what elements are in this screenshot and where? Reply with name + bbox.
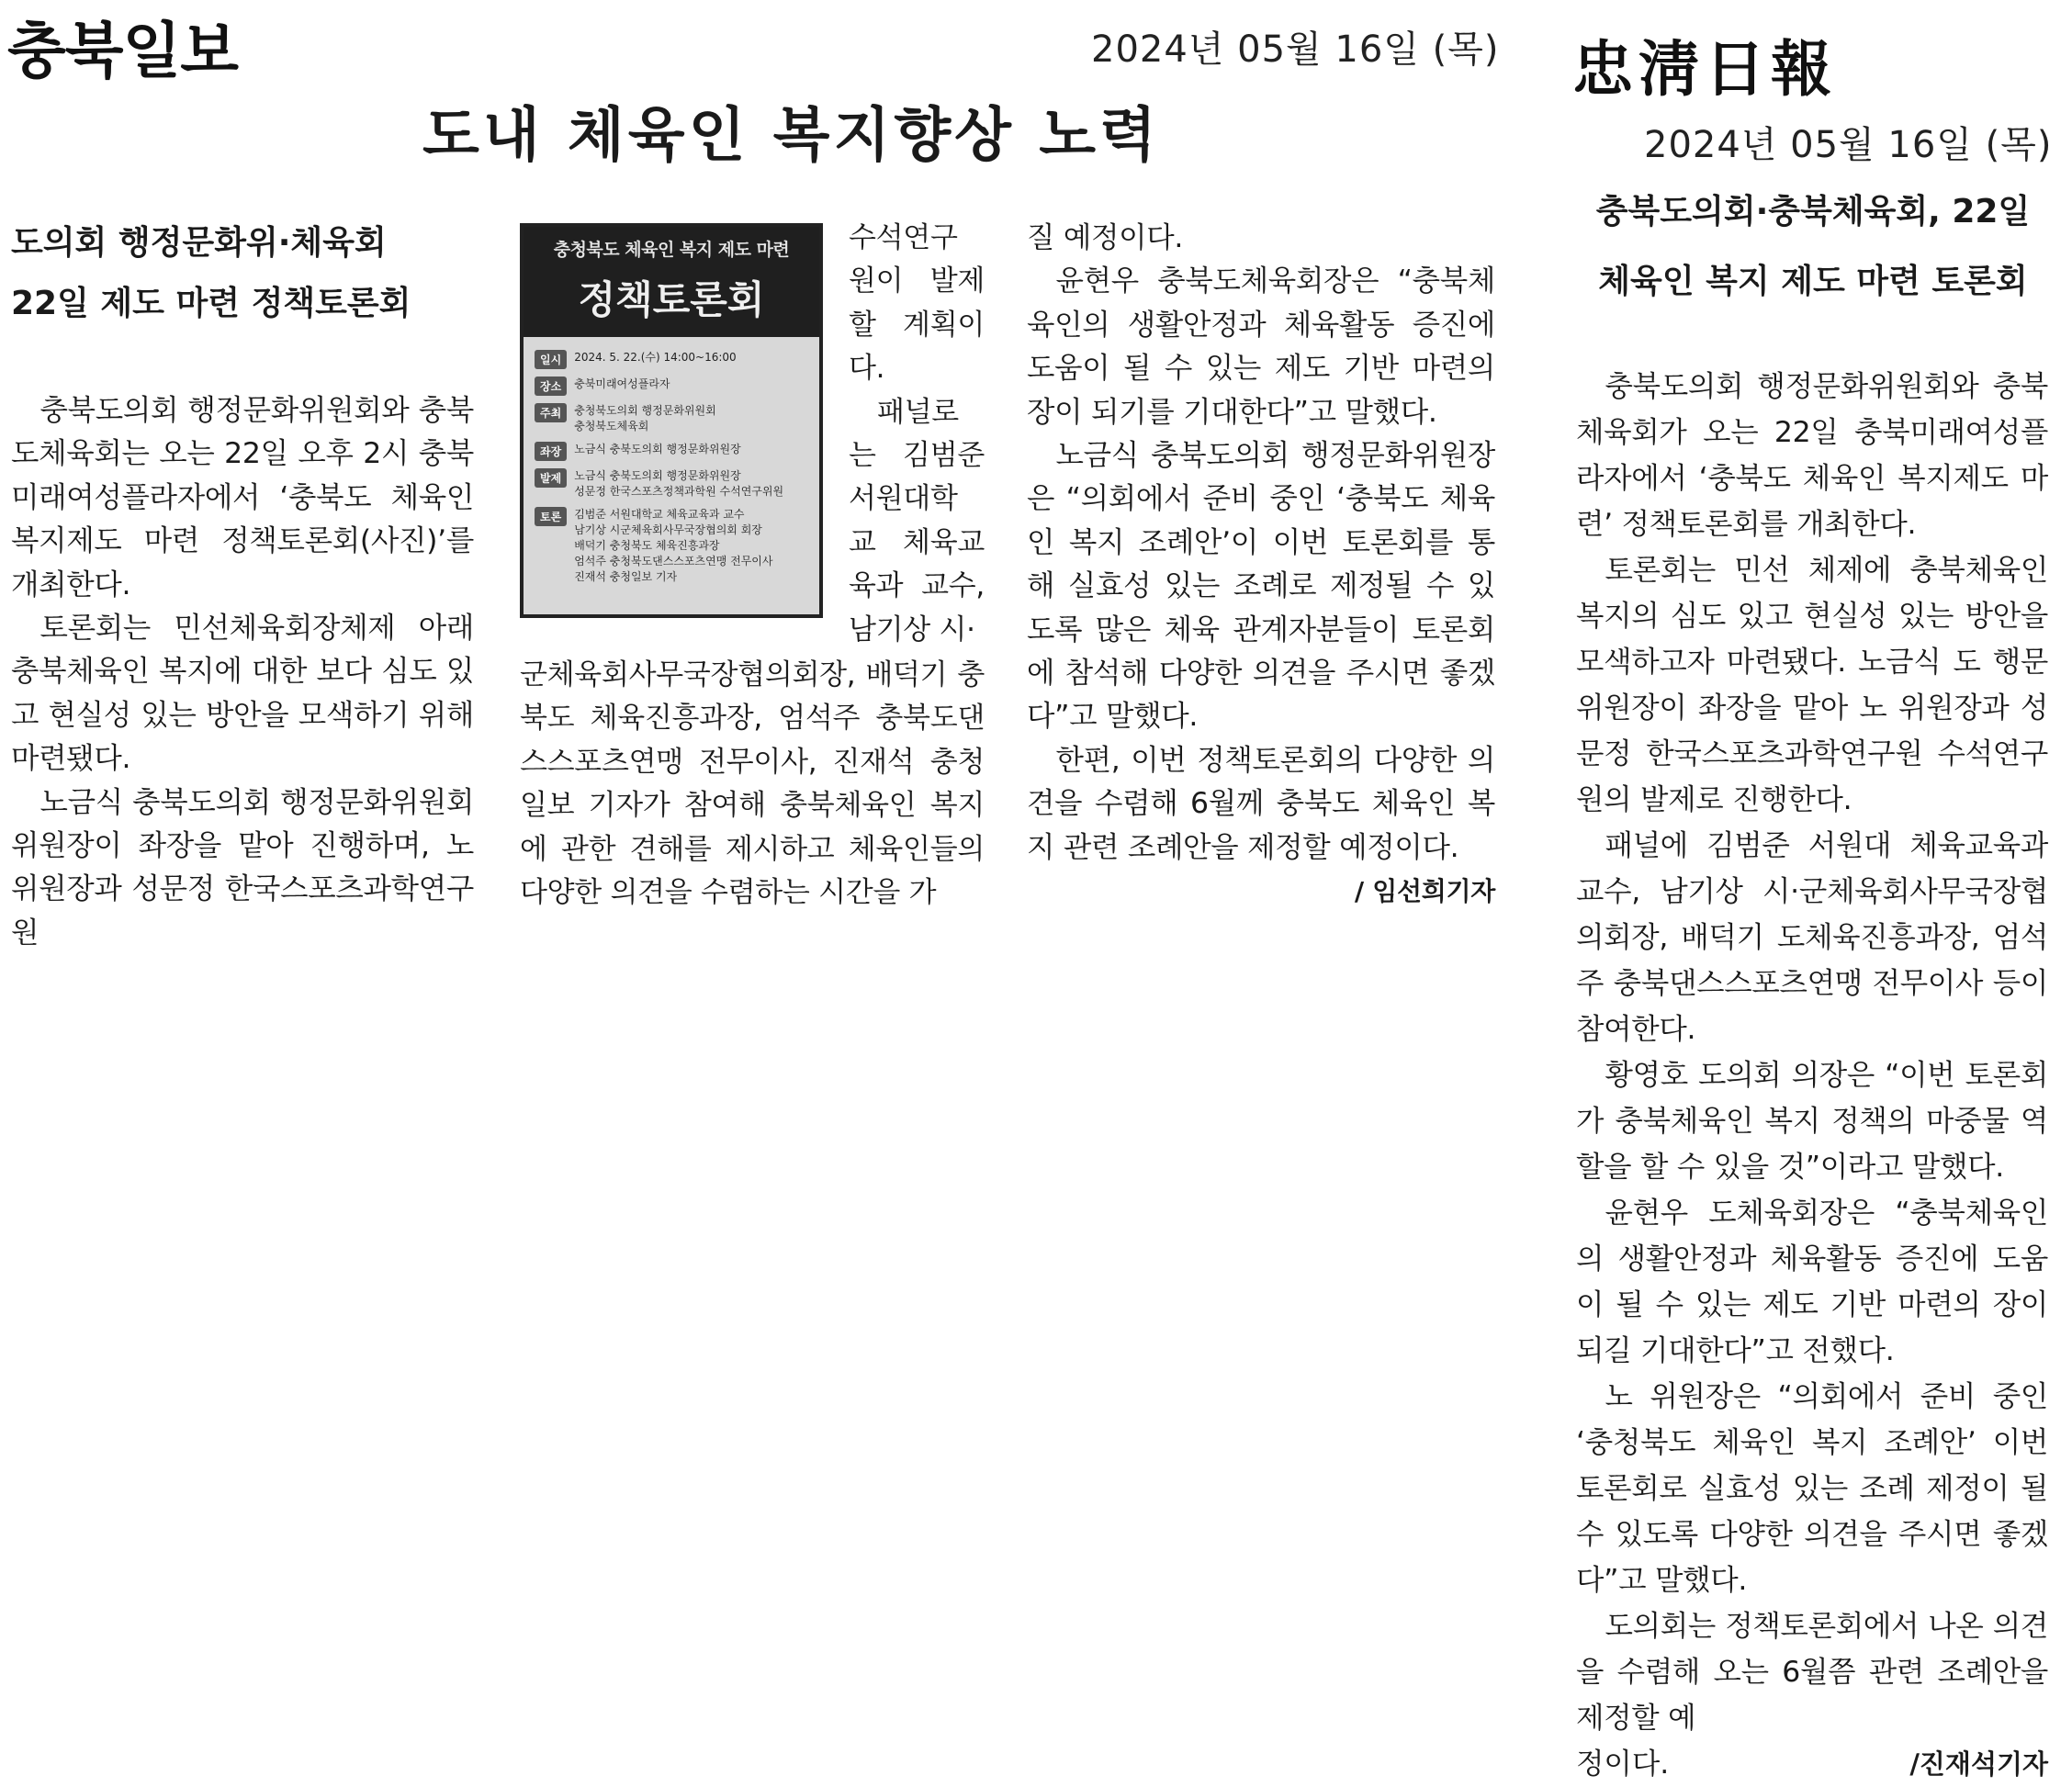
poster-row-line: 충청북도의회 행정문화위원회: [574, 404, 716, 417]
article-paragraph: 수석연구원이 발제할 계획이다.: [849, 221, 985, 386]
newspaper-masthead: 충북일보: [7, 16, 239, 86]
poster-row: [535, 350, 810, 369]
poster-row: [535, 377, 810, 396]
article-body: [1576, 364, 2048, 1787]
article-paragraph: 노금식 충북도의회 행정문화위원회 위원장이 좌장을 맡아 진행하며, 노 위원장과 성문정 한국스포츠과학연구원: [11, 785, 474, 950]
article-column-1: [11, 389, 474, 955]
poster-title: 정책토론회: [578, 277, 765, 322]
poster-row-line: 배덕기 충청북도 체육진흥과장: [574, 539, 720, 552]
article-paragraph: 윤현우 충북도체육회장은 “충북체육인의 생활안정과 체육활동 증진에 도움이 될 수 있는 제도 기반 마련의 장이 되기를 기대한다”고 말했다.: [1027, 264, 1495, 429]
article-paragraph: 충북도의회 행정문화위원회와 충북도체육회는 오는 22일 오후 2시 충북미래여성플라자에서 ‘충북도 체육인 복지제도 마련 정책토론회(사진)’를 개최한다.: [11, 394, 474, 601]
publication-date: 2024년 05월 16일 (목): [1091, 28, 1500, 71]
article-subheadline: [11, 213, 411, 334]
article-paragraph: 충북도의회 행정문화위원회와 충북체육회가 오는 22일 충북미래여성플라자에서 ‘충북도 체육인 복지제도 마련’ 정책토론회를 개최한다.: [1576, 370, 2048, 541]
poster-row-tag: 좌장: [535, 442, 567, 461]
poster-row-line: 2024. 5. 22.(수) 14:00~16:00: [574, 351, 737, 364]
article-last-line: 정이다.: [1576, 1748, 1670, 1781]
newspaper-masthead: 忠淸日報: [1572, 33, 1837, 105]
article-paragraph: 노금식 충북도의회 행정문화위원장은 “의회에서 준비 중인 ‘충북도 체육인 복지 조례안’이 이번 토론회를 통해 실효성 있는 조례로 제정될 수 있도록 많은 체육 관계자분들이 토론회에 참석해 다양한 의견을 주시면 좋겠다”고 말했다.: [1027, 439, 1495, 734]
article-paragraph: 황영호 도의회 의장은 “이번 토론회가 충북체육인 복지 정책의 마중물 역할을 할 수 있을 것”이라고 말했다.: [1576, 1059, 2048, 1184]
poster-row: [535, 507, 810, 585]
poster-row-line: 노금식 충북도의회 행정문화위원장: [574, 469, 741, 482]
poster-row-line: 남기상 시군체육회사무국장협의회 회장: [574, 523, 762, 536]
subheadline-line: 충북도의회·충북체육회, 22일: [1595, 193, 2031, 230]
poster-row-value: [574, 350, 737, 365]
article-paragraph: 윤현우 도체육회장은 “충북체육인의 생활안정과 체육활동 증진에 도움이 될 수 있는 제도 기반 마련의 장이 되길 기대한다”고 전했다.: [1576, 1197, 2048, 1367]
poster-row-line: 엄석주 충청북도댄스스포츠연맹 전무이사: [574, 555, 773, 568]
poster-row-tag: 일시: [535, 350, 567, 369]
article-paragraph: 토론회는 민선 체제에 충북체육인 복지의 심도 있고 현실성 있는 방안을 모색하고자 마련됐다. 노금식 도 행문위원장이 좌장을 맡아 노 위원장과 성문정 한국스포츠과학연구원 수석연구원의 발제로 진행한다.: [1576, 554, 2048, 816]
subheadline-line: 22일 제도 마련 정책토론회: [11, 285, 411, 322]
article-column-2: [520, 654, 985, 915]
article-column-2-narrow: [849, 217, 985, 652]
poster-subtitle: 충청북도 체육인 복지 제도 마련: [553, 240, 790, 260]
poster-row-value: [574, 442, 741, 457]
poster-row-line: 충청북도체육회: [574, 420, 649, 433]
article-byline: / 임선희기자: [1354, 876, 1495, 907]
poster-row-line: 성문정 한국스포츠정책과학원 수석연구위원: [574, 485, 784, 498]
article-paragraph: 노 위원장은 “의회에서 준비 중인 ‘충청북도 체육인 복지 조례안’ 이번 토론회로 실효성 있는 조례 제정이 될 수 있도록 다양한 의견을 주시면 좋겠다”고 말했다.: [1576, 1380, 2048, 1597]
poster-row-tag: 발제: [535, 468, 567, 488]
poster-details: [524, 337, 819, 585]
poster-row-line: 진재석 충청일보 기자: [574, 570, 678, 583]
article-headline: 도내 체육인 복지향상 노력: [422, 102, 1160, 170]
article-paragraph: 토론회는 민선체육회장체제 아래 충북체육인 복지에 대한 보다 심도 있고 현실성 있는 방안을 모색하기 위해 마련됐다.: [11, 612, 474, 776]
article-paragraph: 패널로는 김범준 서원대학교 체육교육과 교수, 남기상 시·: [849, 395, 985, 646]
poster-row-value: [574, 377, 670, 392]
article-paragraph: 도의회는 정책토론회에서 나온 의견을 수렴해 오는 6월쯤 관련 조례안을 제정할 예: [1576, 1610, 2048, 1735]
publication-date: 2024년 05월 16일 (목): [1644, 124, 2053, 166]
article-byline: /진재석기자: [1909, 1748, 2048, 1780]
article-subheadline: [1576, 177, 2050, 317]
event-poster-photo: [520, 223, 823, 618]
poster-row-value: [574, 507, 772, 585]
poster-row-tag: 장소: [535, 377, 567, 396]
poster-row-tag: 토론: [535, 507, 567, 526]
poster-row-line: 김범준 서원대학교 체육교육과 교수: [574, 508, 745, 521]
poster-row-value: [574, 468, 783, 500]
article-paragraph: 군체육회사무국장협의회장, 배덕기 충북도 체육진흥과장, 엄석주 충북도댄스스포츠연맹 전무이사, 진재석 충청일보 기자가 참여해 충북체육인 복지에 관한 견해를 제시하고 체육인들의 다양한 의견을 수렴하는 시간을 가: [520, 658, 985, 910]
article-paragraph: 패널에 김범준 서원대 체육교육과 교수, 남기상 시·군체육회사무국장협의회장, 배덕기 도체육진흥과장, 엄석주 충북댄스스포츠연맹 전무이사 등이 참여한다.: [1576, 829, 2048, 1046]
poster-row-line: 충북미래여성플라자: [574, 377, 670, 390]
article-column-3: [1027, 217, 1495, 914]
poster-row-line: 노금식 충북도의회 행정문화위원장: [574, 443, 741, 455]
subheadline-line: 도의회 행정문화위·체육회: [11, 224, 387, 262]
poster-row: [535, 403, 810, 434]
subheadline-line: 체육인 복지 제도 마련 토론회: [1598, 263, 2028, 300]
poster-row-tag: 주최: [535, 403, 567, 422]
article-paragraph: 질 예정이다.: [1027, 221, 1184, 254]
poster-row-value: [574, 403, 716, 434]
poster-row: [535, 468, 810, 500]
poster-row: [535, 442, 810, 461]
article-paragraph: 한편, 이번 정책토론회의 다양한 의견을 수렴해 6월께 충북도 체육인 복지 관련 조례안을 제정할 예정이다.: [1027, 743, 1495, 864]
